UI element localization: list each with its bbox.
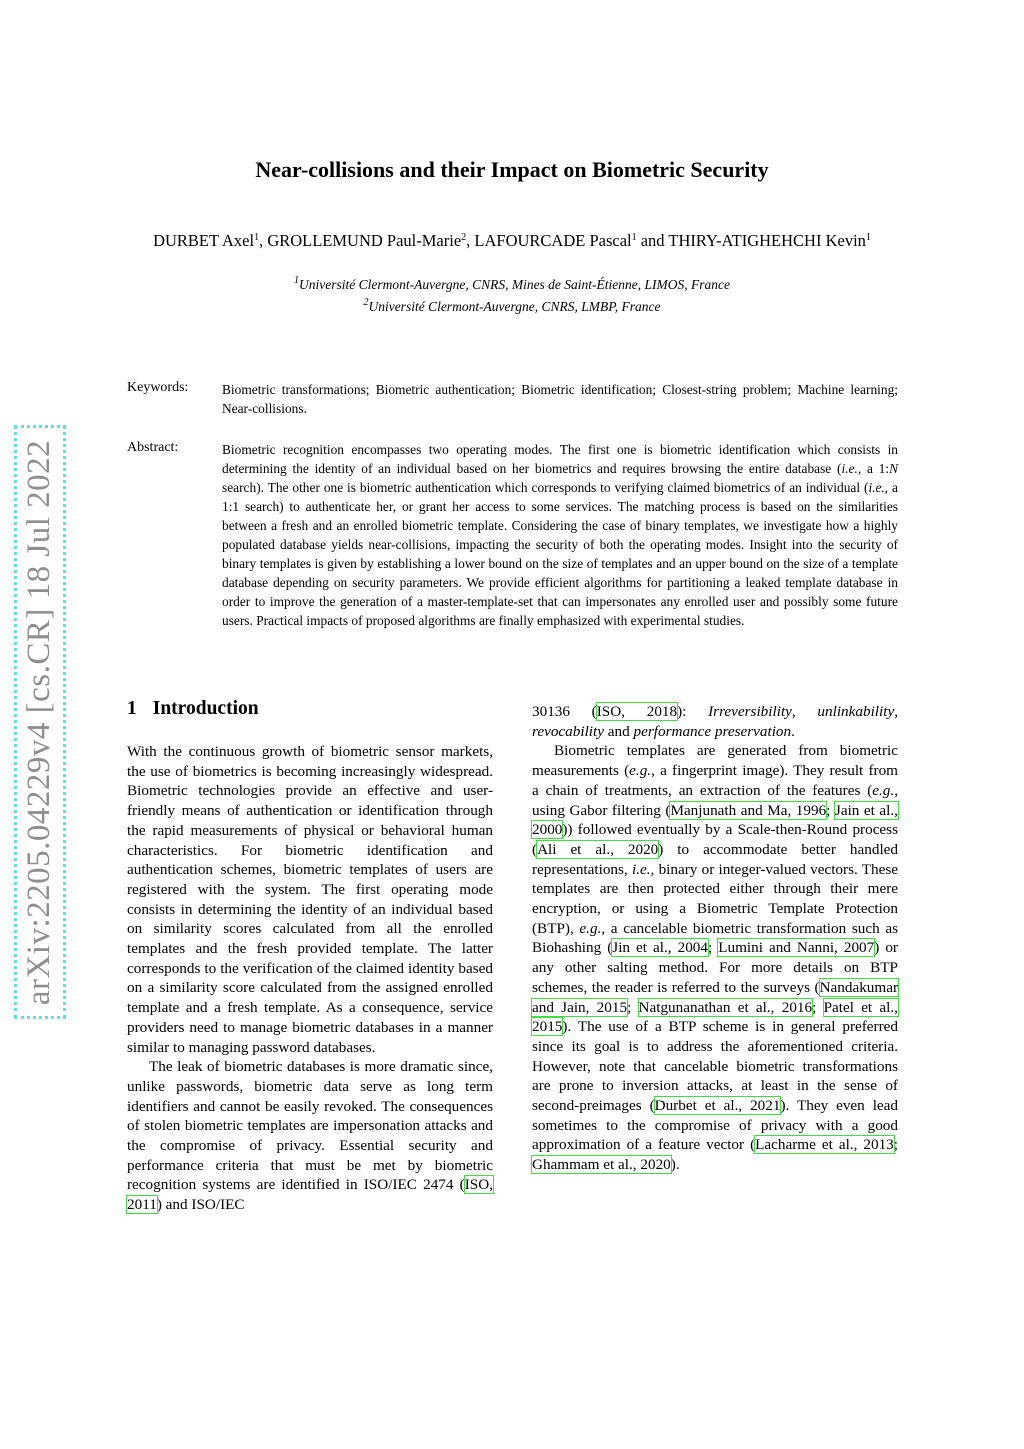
citation-link[interactable]: Lacharme et al., 2013 bbox=[755, 1136, 894, 1154]
author-separator: , bbox=[259, 231, 268, 250]
text-segment: . bbox=[791, 722, 795, 740]
arxiv-identifier-stamp bbox=[14, 425, 66, 1019]
text-segment: ; bbox=[707, 939, 719, 957]
emphasis: i.e., bbox=[631, 860, 655, 878]
text-segment: , bbox=[894, 703, 898, 720]
affiliation-text: Université Clermont-Auvergne, CNRS, Mines de Saint-Étienne, LIMOS, France bbox=[298, 277, 731, 292]
left-column bbox=[127, 742, 493, 1215]
arxiv-identifier: arXiv:2205.04229v4 [cs.CR] 18 Jul 2022 bbox=[21, 439, 58, 1005]
emphasis: e.g. bbox=[872, 781, 895, 799]
author-affil-mark: 1 bbox=[254, 232, 260, 243]
affiliation-mark: 2 bbox=[363, 297, 369, 308]
author-affil-mark: 1 bbox=[631, 232, 637, 243]
author-name: GROLLEMUND Paul-Marie bbox=[267, 231, 462, 250]
text-segment: The leak of biometric databases is more dramatic since, unlike passwords, biometric data serve as long term identifiers and cannot be easily revoked. The consequences of stolen biometric templates are impersonation attacks and the compromise of privacy. Essential security and performance criteria that must be met by biometric recognition systems are identified in ISO/IEC 2474 ( bbox=[127, 1058, 493, 1194]
author-affil-mark: 1 bbox=[865, 232, 871, 243]
abstract-label: Abstract: bbox=[127, 440, 179, 455]
author-affil-mark: 2 bbox=[461, 232, 467, 243]
text-segment: 30136 ( bbox=[532, 703, 597, 720]
author-name: DURBET Axel bbox=[153, 231, 255, 250]
text-segment: ): bbox=[677, 703, 709, 720]
text-segment: a cancelable biometric transformation such as Biohashing ( bbox=[532, 919, 898, 957]
text-segment: ; bbox=[893, 1136, 898, 1154]
text-segment: Biometric templates are generated from biometric measurements ( bbox=[532, 742, 898, 780]
emphasis: Irreversibility bbox=[708, 703, 792, 720]
affiliation-1 bbox=[0, 277, 1024, 293]
emphasis: performance preservation bbox=[633, 722, 792, 740]
author-separator: and bbox=[636, 231, 669, 250]
affiliation-2 bbox=[0, 299, 1024, 315]
text-segment: , a fingerprint image). They result from a chain of treatments, an extraction of the features ( bbox=[532, 762, 898, 799]
abstract-emphasis: i.e. bbox=[841, 461, 858, 476]
section-heading-introduction bbox=[127, 698, 259, 720]
affiliation-mark: 1 bbox=[293, 275, 299, 286]
citation-link[interactable]: Natgunanathan et al., 2016 bbox=[638, 998, 813, 1016]
author-name: LAFOURCADE Pascal bbox=[474, 231, 632, 250]
citation-link[interactable]: Lumini and Nanni, 2007 bbox=[718, 939, 875, 957]
paragraph bbox=[532, 741, 898, 1174]
text-segment: and bbox=[603, 722, 634, 740]
abstract-emphasis: N bbox=[889, 461, 898, 476]
text-segment: , bbox=[791, 703, 818, 720]
right-column bbox=[532, 702, 898, 1175]
emphasis: unlinkability bbox=[817, 703, 895, 720]
text-segment: ). bbox=[670, 1156, 680, 1174]
author-separator: , bbox=[466, 231, 475, 250]
affiliation-text: Université Clermont-Auvergne, CNRS, LMBP, France bbox=[368, 299, 661, 314]
emphasis: e.g., bbox=[579, 919, 606, 937]
paragraph: With the continuous growth of biometric sensor markets, the use of biometrics is becoming increasingly widespread. Biometric technologies provide an effective and user-friendly means of authentication or identification through the rapid measurements of physical or behavioral human characteristics. For biometric identification and authentication schemes, biometric templates of users are registered with the system. The first operating mode consists in determining the identity of an individual based on similarity scores calculated from all the enrolled templates and the fresh provided template. The latter corresponds to the verification of the claimed identity based on a similarity score calculated from the assigned enrolled template and a fresh template. As a consequence, service providers need to manage biometric databases in a manner similar to managing password databases. bbox=[127, 743, 493, 1056]
text-segment: ; bbox=[627, 998, 639, 1016]
citation-link[interactable]: Patel et al., 2015 bbox=[532, 998, 898, 1036]
text-segment: ; bbox=[826, 801, 835, 819]
emphasis: e.g. bbox=[629, 762, 652, 780]
citation-link[interactable]: Ali et al., 2020 bbox=[537, 840, 659, 858]
text-segment: )) followed eventually by a Scale-then-Round process ( bbox=[532, 821, 898, 858]
citation-link[interactable]: Jain et al., 2000 bbox=[532, 801, 898, 839]
section-number: 1 bbox=[127, 698, 137, 719]
keywords-text: Biometric transformations; Biometric authentication; Biometric identification; Closest-string problem; Machine learning; Near-collisions. bbox=[222, 382, 898, 416]
text-segment: binary or integer-valued vectors. These templates are then protected either through their mere encryption, or using a Biometric Template Protection (BTP), bbox=[532, 860, 898, 937]
text-segment: ) and ISO/IEC bbox=[156, 1196, 245, 1214]
abstract-segment: Biometric recognition encompasses two operating modes. The first one is biometric identification which consists in determining the identity of an individual based on her biometrics and requires browsing the entire database ( bbox=[222, 442, 898, 476]
emphasis: revocability bbox=[532, 722, 604, 740]
text-segment: ). The use of a BTP scheme is in general preferred since its goal is to address the aforementioned criteria. However, note that cancelable biometric transformations are prone to inversion attacks, at least in the sense of second-preimages ( bbox=[532, 1018, 898, 1115]
citation-link[interactable]: ISO, 2018 bbox=[596, 703, 678, 720]
text-segment: ) to accommodate better handled representations, bbox=[532, 840, 898, 878]
citation-link[interactable]: Nandakumar and Jain, 2015 bbox=[532, 978, 898, 1016]
keywords-label: Keywords: bbox=[127, 380, 189, 395]
abstract-segment: , a 1:1 search) to authenticate her, or grant her access to some services. The matching process is based on the similarities between a fresh and an enrolled biometric template. Considering the case of binary templates, we investigate how a highly populated database yields near-collisions, impacting the security of both the operating modes. Insight into the security of binary templates is given by establishing a lower bound on the size of templates and an upper bound on the size of a template database depending on security parameters. We provide efficient algorithms for partitioning a leaked template database in order to improve the generation of a master-template-set that can impersonates any enrolled user and possibly some future users. Practical impacts of proposed algorithms are finally emphasized with experimental studies. bbox=[222, 480, 898, 628]
citation-link[interactable]: Durbet et al., 2021 bbox=[654, 1097, 781, 1115]
author-name: THIRY-ATIGHEHCHI Kevin bbox=[668, 231, 866, 250]
citation-link[interactable]: Jin et al., 2004 bbox=[612, 939, 708, 957]
citation-link[interactable]: Manjunath and Ma, 1996 bbox=[670, 801, 827, 819]
paragraph bbox=[127, 1057, 493, 1215]
abstract-emphasis: i.e. bbox=[868, 480, 885, 495]
author-list bbox=[118, 230, 906, 252]
text-segment: ). They even lead sometimes to the compromise of privacy with a good approximation of a feature vector ( bbox=[532, 1097, 898, 1154]
citation-link[interactable]: ISO, 2011 bbox=[127, 1176, 493, 1214]
paragraph bbox=[532, 702, 898, 741]
abstract-text bbox=[222, 440, 898, 630]
text-segment: ) or any other salting method. For more details on BTP schemes, the reader is referred to the surveys ( bbox=[532, 939, 898, 996]
section-title: Introduction bbox=[152, 698, 259, 719]
abstract-segment: , a 1: bbox=[857, 461, 890, 476]
citation-link[interactable]: Ghammam et al., 2020 bbox=[532, 1156, 671, 1174]
text-segment: , using Gabor filtering ( bbox=[532, 781, 898, 819]
abstract-segment: search). The other one is biometric authentication which corresponds to verifying claimed biometrics of an individual ( bbox=[222, 480, 869, 495]
paper-title: Near-collisions and their Impact on Biometric Security bbox=[255, 157, 769, 182]
text-segment: ; bbox=[812, 998, 824, 1016]
